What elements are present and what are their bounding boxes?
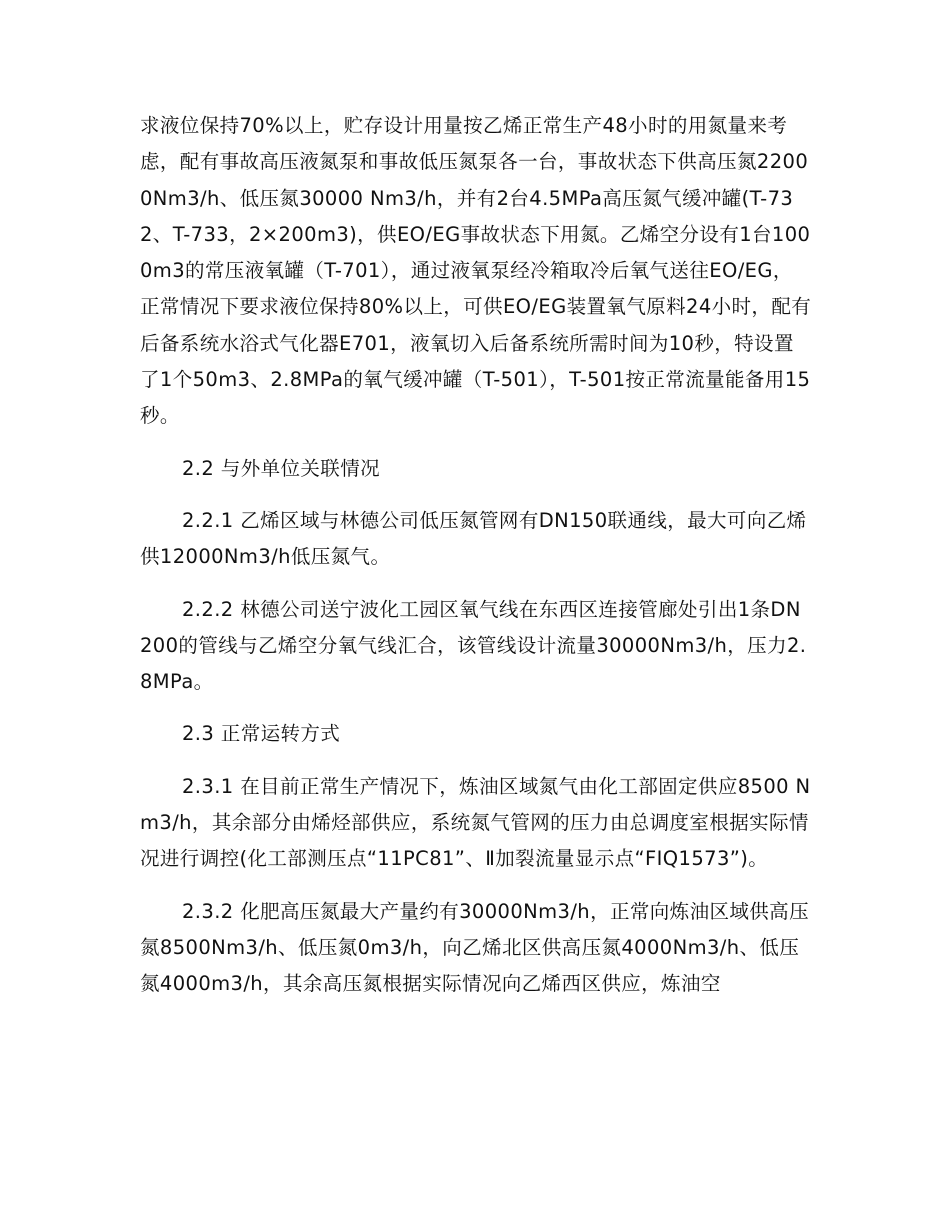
document-body [140, 108, 812, 1003]
heading-2-3: 2.3 正常运转方式 [182, 722, 341, 746]
paragraph-2-2-2: 2.2.2 林德公司送宁波化工园区氧气线在东西区连接管廊处引出1条DN200的管线与乙烯空分氧气线汇合，该管线设计流量30000Nm3/h，压力2.8MPa。 [140, 597, 807, 694]
paragraph-2-3-2: 2.3.2 化肥高压氮最大产量约有30000Nm3/h，正常向炼油区域供高压氮8500Nm3/h、低压氮0m3/h，向乙烯北区供高压氮4000Nm3/h、低压氮4000m3/h，其余高压氮根据实际情况向乙烯西区供应，炼油空 [140, 899, 809, 996]
paragraph-2-2-1: 2.2.1 乙烯区域与林德公司低压氮管网有DN150联通线，最大可向乙烯供12000Nm3/h低压氮气。 [140, 508, 807, 569]
paragraph-storage-continued: 求液位保持70%以上，贮存设计用量按乙烯正常生产48小时的用氮量来考虑，配有事故高压液氮泵和事故低压氮泵各一台，事故状态下供高压氮22000Nm3/h、低压氮30000 Nm3/h，并有2台4.5MPa高压氮气缓冲罐(T-732、T-733，2×200m3)，供EO/EG事故状态下用氮。乙烯空分设有1台1000m3的常压液氧罐（T-701），通过液氧泵经冷箱取冷后氧气送往EO/EG，正常情况下要求液位保持80%以上，可供EO/EG装置氧气原料24小时，配有后备系统水浴式气化器E701，液氧切入后备系统所需时间为10秒，特设置了1个50m3、2.8MPa的氧气缓冲罐（T-501），T-501按正常流量能备用15秒。 [140, 114, 812, 428]
paragraph-2-3-1: 2.3.1 在目前正常生产情况下，炼油区域氮气由化工部固定供应8500 Nm3/h，其余部分由烯烃部供应，系统氮气管网的压力由总调度室根据实际情况进行调控(化工部测压点“11PC81”、Ⅱ加裂流量显示点“FIQ1573”)。 [140, 774, 811, 871]
heading-2-2: 2.2 与外单位关联情况 [182, 456, 381, 480]
